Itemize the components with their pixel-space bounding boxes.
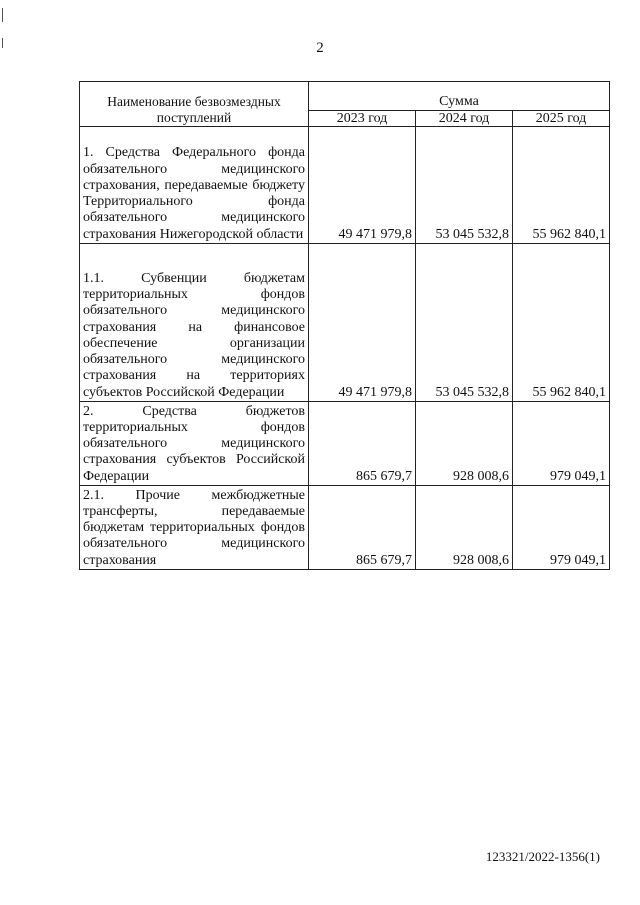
- table-row: [80, 402, 610, 486]
- row-value-2025: 979 049,1: [513, 486, 610, 570]
- scan-edge-mark-top: [2, 8, 3, 22]
- row-value-2023: 865 679,7: [309, 486, 416, 570]
- row-value-2023: 49 471 979,8: [309, 244, 416, 402]
- row-value-2023: 49 471 979,8: [309, 127, 416, 244]
- row-value-2024: 928 008,6: [416, 486, 513, 570]
- row-value-2025: 55 962 840,1: [513, 127, 610, 244]
- row-value-2023: 865 679,7: [309, 402, 416, 486]
- row-name: 2.1. Прочие межбюджетные трансферты, передаваемые бюджетам территориальных фондов обязательного медицинского страхования: [80, 486, 309, 570]
- table-row: [80, 486, 610, 570]
- row-value-2025: 979 049,1: [513, 402, 610, 486]
- table-row: [80, 127, 610, 244]
- row-name: 2. Средства бюджетов территориальных фондов обязательного медицинского страхования субъектов Российской Федерации: [80, 402, 309, 486]
- page-number: 2: [316, 40, 324, 56]
- header-name: Наименование безвозмездных поступлений: [80, 82, 309, 127]
- header-year-2025: 2025 год: [513, 111, 610, 127]
- row-value-2024: 928 008,6: [416, 402, 513, 486]
- row-value-2025: 55 962 840,1: [513, 244, 610, 402]
- header-year-2023: 2023 год: [309, 111, 416, 127]
- header-row: [80, 82, 610, 111]
- budget-table: [79, 81, 610, 570]
- document-registration-number: 123321/2022-1356(1): [485, 849, 600, 864]
- row-name: 1. Средства Федерального фонда обязательного медицинского страхования, передаваемые бюджету Территориального фонда обязательного медицинского страхования Нижегородской области: [80, 127, 309, 244]
- header-sum: Сумма: [309, 82, 610, 111]
- row-value-2024: 53 045 532,8: [416, 244, 513, 402]
- row-value-2024: 53 045 532,8: [416, 127, 513, 244]
- header-year-2024: 2024 год: [416, 111, 513, 127]
- table-row: [80, 244, 610, 402]
- row-name: 1.1. Субвенции бюджетам территориальных фондов обязательного медицинского страхования на финансовое обеспечение организации обязательного медицинского страхования на территориях субъектов Российской Федерации: [80, 244, 309, 402]
